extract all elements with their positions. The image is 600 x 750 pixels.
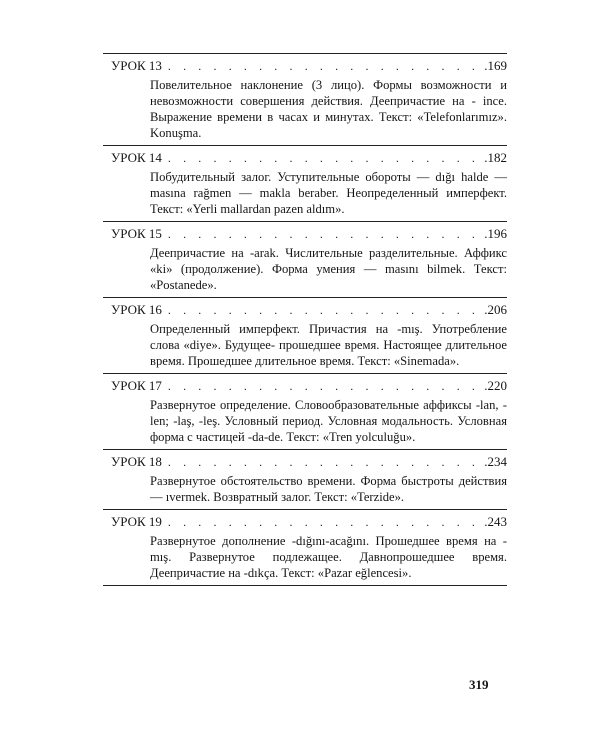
toc-entry-heading <box>103 226 507 242</box>
description-line: слова «diye». Будущее- прошедшее время. Настоящее <box>150 338 442 352</box>
dot-leader <box>168 58 483 74</box>
dot-leader <box>168 150 483 166</box>
description-line: ince. Выражение времени в часах и минутах. <box>150 94 507 124</box>
description-line: Текст: «Postanede». <box>150 262 507 292</box>
table-of-contents <box>103 53 507 586</box>
description-line: Развернутое дополнение -dığını-acağını. Прошедшее время <box>150 534 478 548</box>
toc-entry-heading <box>103 514 507 530</box>
description-line: Развернутое определение. Словообразовательные аффиксы <box>150 398 472 412</box>
toc-entry <box>103 54 507 146</box>
lesson-description <box>150 321 507 369</box>
description-line: Определенный имперфект. Причастия на -mış. Употребление <box>150 322 507 336</box>
toc-entry <box>103 298 507 374</box>
lesson-label: УРОК 13 <box>111 58 162 73</box>
description-line: yolculuğu». <box>355 430 416 444</box>
description-line: Деепричастие на -dıkça. Текст: «Pazar eğlencesi». <box>150 566 412 580</box>
lesson-description <box>150 397 507 445</box>
toc-entry-heading <box>103 378 507 394</box>
page-ref: .196 <box>484 226 507 241</box>
page-ref: .169 <box>484 58 507 73</box>
lesson-label: УРОК 16 <box>111 302 162 317</box>
description-line: Развернутое обстоятельство времени. Форма быстроты <box>150 474 454 488</box>
description-line: Текст: «Telefonlarımız». Konuşma. <box>150 110 507 140</box>
lesson-description <box>150 169 507 217</box>
description-line: -lan, -len; -laş, -leş. Условный период. Условная модальность. <box>150 398 507 428</box>
page-ref: .220 <box>484 378 507 393</box>
page-number: 319 <box>469 677 489 692</box>
description-line: Побудительный залог. Уступительные обороты — dığı halde <box>150 170 489 184</box>
lesson-description <box>150 473 507 505</box>
description-line: на -mış. Развернутое подлежащее. Давнопрошедшее время. <box>150 534 507 564</box>
toc-entry-heading <box>103 302 507 318</box>
description-line: Аффикс «ki» (продолжение). Форма умения — masını bilmek. <box>150 246 507 276</box>
page-ref: .243 <box>484 514 507 529</box>
toc-entry <box>103 222 507 298</box>
lesson-description <box>150 533 507 581</box>
lesson-label: УРОК 14 <box>111 150 162 165</box>
toc-entry <box>103 450 507 510</box>
lesson-label: УРОК 15 <box>111 226 162 241</box>
description-line: — masına rağmen — makla beraber. Неопределенный имперфект. <box>150 170 507 200</box>
description-line: и невозможности совершения действия. Деепричастие на - <box>150 78 507 108</box>
description-line: Деепричастие на -arak. Числительные разделительные. <box>150 246 458 260</box>
page-ref: .206 <box>484 302 507 317</box>
lesson-description <box>150 77 507 141</box>
description-line: «Sinemada». <box>393 354 460 368</box>
lesson-description <box>150 245 507 293</box>
dot-leader <box>168 454 483 470</box>
dot-leader <box>168 514 483 530</box>
toc-entry <box>103 510 507 586</box>
toc-entry <box>103 146 507 222</box>
description-line: длительное время. Прошедшее длительное время. Текст: <box>150 338 507 368</box>
dot-leader <box>168 226 483 242</box>
dot-leader <box>168 378 483 394</box>
page-ref: .234 <box>484 454 507 469</box>
description-line: действия — ıvermek. Возвратный залог. Текст: «Terzide». <box>150 474 507 504</box>
description-line: Текст: «Yerli mallardan pazen aldım». <box>150 202 345 216</box>
toc-entry-heading <box>103 58 507 74</box>
toc-entry-heading <box>103 150 507 166</box>
lesson-label: УРОК 17 <box>111 378 162 393</box>
dot-leader <box>168 302 483 318</box>
toc-entry <box>103 374 507 450</box>
lesson-label: УРОК 18 <box>111 454 162 469</box>
description-line: Условная форма с частицей -da-de. Текст: «Tren <box>150 414 507 444</box>
description-line: Повелительное наклонение (3 лицо). Формы возможности <box>150 78 492 92</box>
toc-entry-heading <box>103 454 507 470</box>
lesson-label: УРОК 19 <box>111 514 162 529</box>
page-ref: .182 <box>484 150 507 165</box>
